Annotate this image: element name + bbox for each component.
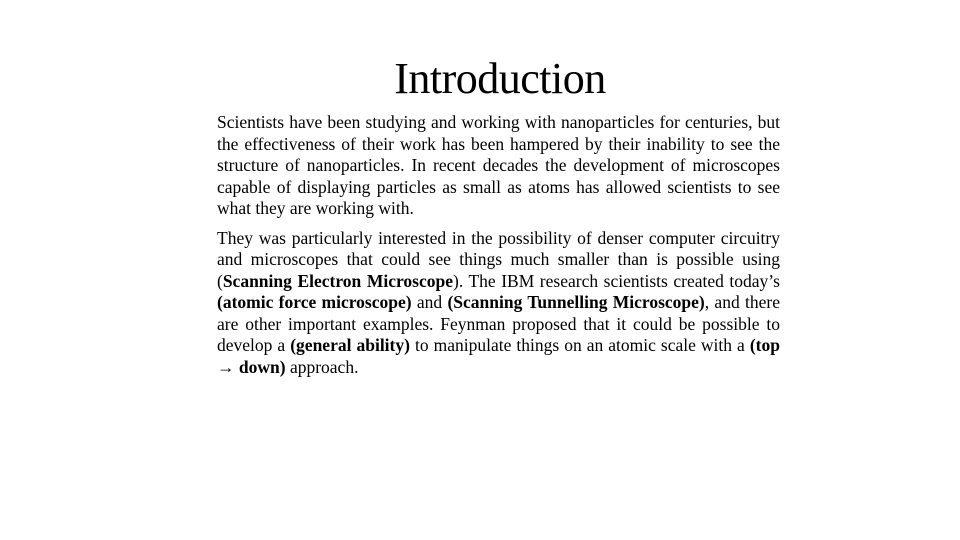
- paragraph-2: [217, 228, 780, 379]
- bold-term-scanning-electron-microscope: Scanning Electron Microscope: [222, 270, 453, 291]
- slide-body: [217, 112, 780, 378]
- paragraph-text: They was particularly interested in the possibility of denser computer circuitry and microscopes that could see things much smaller than is possible using (: [217, 227, 780, 291]
- paragraph-text: Scientists have been studying and working with nanoparticles for centuries, but the effectiveness of their work has been hampered by their inability to see the structure of nanoparticles. In recent decades the development of microscopes capable of displaying particles as small as atoms has allowed scientists to see what they are working with.: [217, 112, 780, 218]
- paragraph-text: and: [411, 292, 448, 312]
- paragraph-text: approach.: [285, 356, 359, 377]
- paragraph-text: ). The IBM research scientists created today’s: [453, 270, 780, 291]
- paragraph-text: to manipulate things on an atomic scale with a: [409, 335, 750, 355]
- bold-term-scanning-tunnelling-microscope: (Scanning Tunnelling Microscope): [447, 292, 705, 312]
- bold-term-atomic-force-microscope: (atomic force microscope): [217, 292, 412, 312]
- paragraph-1: [217, 112, 780, 220]
- paragraph-text: , and there are other important examples. Feynman proposed that it could be possible to develop a: [217, 292, 780, 355]
- bold-term-general-ability: (general ability): [290, 335, 410, 355]
- slide-title: Introduction: [394, 54, 606, 103]
- bold-term-top-down: (top → down): [217, 335, 780, 377]
